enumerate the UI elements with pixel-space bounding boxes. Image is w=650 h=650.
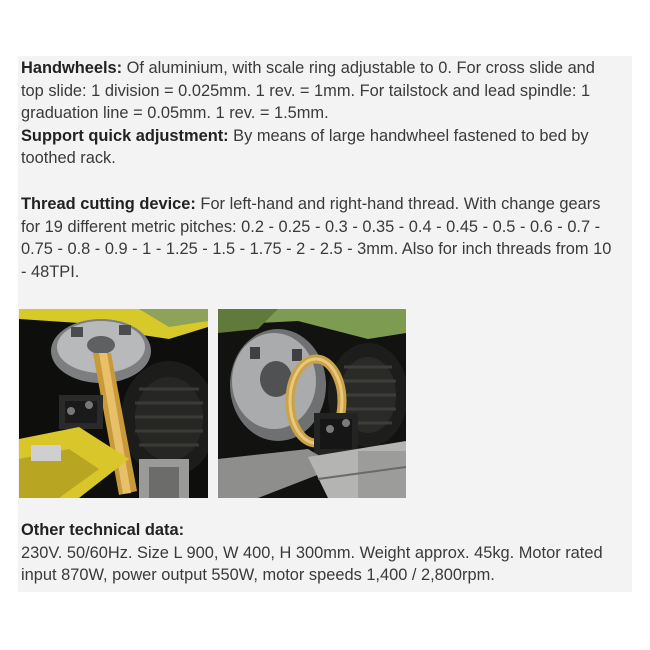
support-heading: Support quick adjustment: [21,126,229,145]
other-heading: Other technical data: [21,521,185,539]
thread-cutting-paragraph [21,193,621,283]
handwheels-heading: Handwheels: [21,59,123,77]
thread-text: For left-hand and right-hand thread. With change gears for 19 different metric pitches: 0.2 - 0.25 - 0.3 - 0.35 - 0.4 - 0.45 - 0.5 - 0.6 - 0.7 - 0.75 - 0.8 - 0.9 - 1 - 1.25 - 1.5 - 1.75 - 2 - 2.5 - 3mm. Also for inch threads from 10 - 48TPI. [21,195,612,281]
other-text: 230V. 50/60Hz. Size L 900, W 400, H 300mm. Weight approx. 45kg. Motor rated input 870W, power output 550W, motor speeds 1,400 / 2,800rpm. [21,543,603,585]
handwheels-text: Of aluminium, with scale ring adjustable to 0. For cross slide and top slide: 1 division = 0.025mm. 1 rev. = 1mm. For tailstock and lead spindle: 1 graduation line = 0.05mm. 1 rev. = 1.5mm. [21,59,595,123]
other-technical-data-paragraph [21,519,621,587]
support-text: By means of large handwheel fastened to bed by toothed rack. [21,126,589,168]
thread-heading: Thread cutting device: [21,195,196,213]
lathe-chuck-photo-2 [218,309,406,498]
handwheels-paragraph [21,57,621,170]
lathe-chuck-photo-1 [19,309,208,498]
